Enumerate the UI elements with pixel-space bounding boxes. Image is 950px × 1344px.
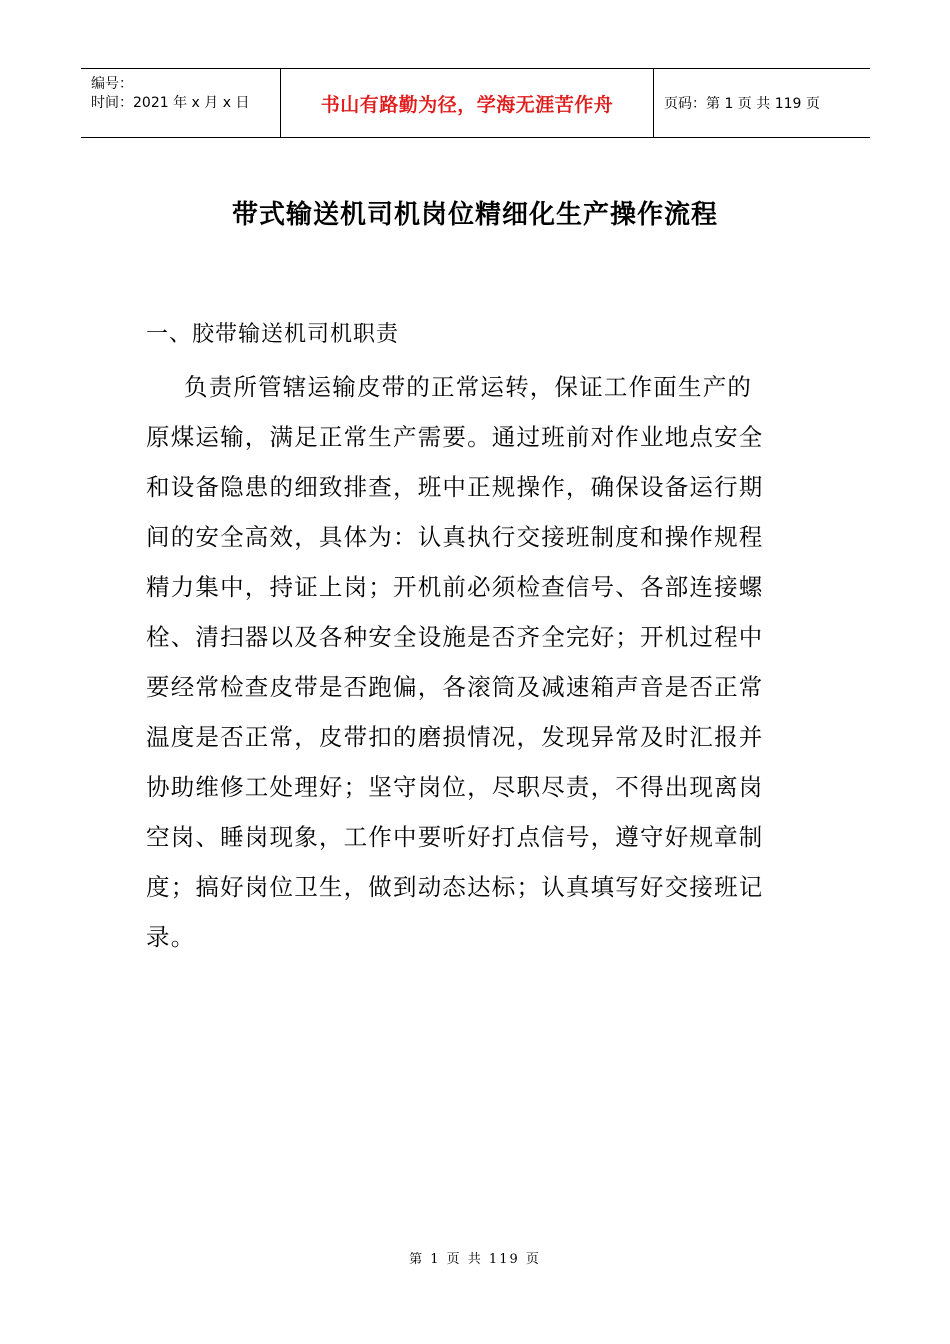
paragraph-line: 温度是否正常，皮带扣的磨损情况，发现异常及时汇报并 (146, 723, 764, 751)
paragraph-line: 和设备隐患的细致排查，班中正规操作，确保设备运行期 (146, 473, 764, 501)
paragraph-line: 录。 (146, 923, 196, 951)
body-paragraph (146, 362, 811, 962)
paragraph-line: 原煤运输，满足正常生产需要。通过班前对作业地点安全 (146, 423, 764, 451)
paragraph-line: 负责所管辖运输皮带的正常运转，保证工作面生产的 (184, 373, 753, 401)
header-meta-cell (81, 69, 281, 137)
document-date-label: 时间：2021 年 x 月 x 日 (91, 95, 250, 111)
section-heading: 一、胶带输送机司机职责 (146, 322, 400, 347)
paragraph-line: 空岗、睡岗现象，工作中要听好打点信号，遵守好规章制 (146, 823, 764, 851)
paragraph-line: 度；搞好岗位卫生，做到动态达标；认真填写好交接班记 (146, 873, 764, 901)
paragraph-line: 间的安全高效，具体为：认真执行交接班制度和操作规程 (146, 523, 764, 551)
header-page-info: 页码：第 1 页 共 119 页 (664, 96, 820, 112)
header-page-cell (654, 69, 870, 137)
paragraph-line: 协助维修工处理好；坚守岗位，尽职尽责，不得出现离岗 (146, 773, 764, 801)
document-number-label: 编号： (91, 76, 133, 92)
document-title: 带式输送机司机岗位精细化生产操作流程 (231, 200, 718, 230)
header-motto-cell (281, 69, 654, 137)
paragraph-line: 栓、清扫器以及各种安全设施是否齐全完好；开机过程中 (146, 623, 764, 651)
footer-page-number: 第 1 页 共 119 页 (409, 1252, 541, 1267)
paragraph-line: 要经常检查皮带是否跑偏，各滚筒及减速箱声音是否正常 (146, 673, 764, 701)
motto-text: 书山有路勤为径，学海无涯苦作舟 (320, 93, 614, 116)
paragraph-line: 精力集中，持证上岗；开机前必须检查信号、各部连接螺 (146, 573, 764, 601)
header-table (81, 68, 870, 138)
